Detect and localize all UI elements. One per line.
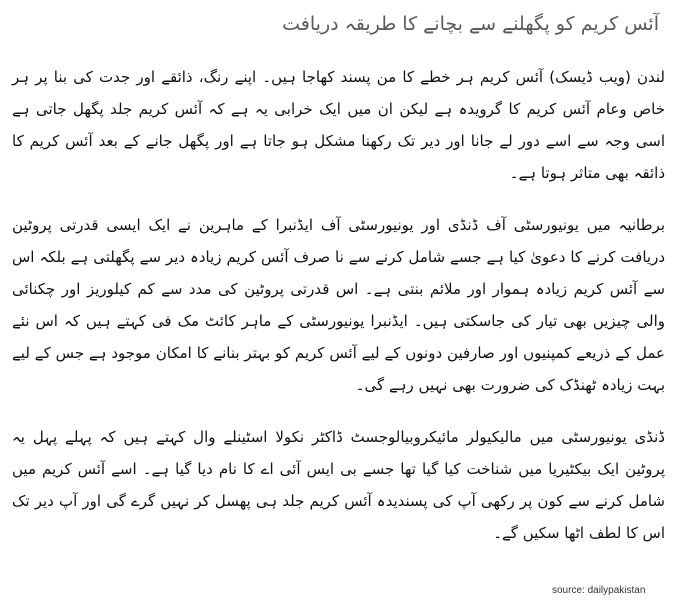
article-paragraph: لندن (ویب ڈیسک) آئس کریم ہر خطے کا من پسند کھاجا ہیں۔ اپنے رنگ، ذائقے اور جدت کی بنا پر ہر خاص وعام آئس کریم کا گرویدہ ہے لیکن ان میں ایک خرابی یہ ہے کہ آئس کریم جلد پگھل جاتی ہے اسی وجہ سے اسے دور لے جانا اور دیر تک رکھنا مشکل ہو جاتا ہے اور پگھل جانے کے بعد آئس کریم کا ذائقہ بھی متاثر ہوتا ہے۔	[12, 67, 665, 182]
source-credit: source: dailypakistan	[552, 585, 646, 596]
article-headline: آئس کریم کو پگھلنے سے بچانے کا طریقہ دریافت	[282, 13, 659, 35]
article-paragraph: برطانیہ میں یونیورسٹی آف ڈنڈی اور یونیورسٹی آف ایڈنبرا کے ماہرین نے ایک ایسی قدرتی پروٹین دریافت کرنے کا دعویٰ کیا ہے جسے شامل کرنے سے نا صرف آئس کریم زیادہ دیر سے پگھلتی ہے بلکہ اس سے آئس کریم زیادہ ہموار اور ملائم بنتی ہے۔ اس قدرتی پروٹین کی مدد سے کم کیلوریز اور چکنائی والی چیزیں بھی تیار کی جاسکتی ہیں۔ ایڈنبرا یونیورسٹی کے ماہر کائٹ مک فی کہتے ہیں کہ اس نئے عمل کے ذریعے کمپنیوں اور صارفین دونوں کے لیے آئس کریم کو بہتر بنانے کا امکان موجود ہے جس کے لیے بہت زیادہ ٹھنڈک کی ضرورت بھی نہیں رہے گی۔	[12, 215, 665, 394]
news-article	[12, 10, 665, 569]
article-paragraph: ڈنڈی یونیورسٹی میں مالیکیولر مائیکروبیالوجسٹ ڈاکٹر نکولا اسٹینلے وال کہتے ہیں کہ پہلے پہل یہ پروٹین ایک بیکٹیریا میں شناخت کیا گیا تھا جسے بی ایس آئی اے کا نام دیا گیا ہے۔ اسے آئس کریم میں شامل کرنے سے کون پر رکھی آپ کی پسندیدہ آئس کریم جلد ہی پھسل کر نہیں گرے گی اور آپ دیر تک اس کا لطف اٹھا سکیں گے۔	[12, 427, 665, 542]
